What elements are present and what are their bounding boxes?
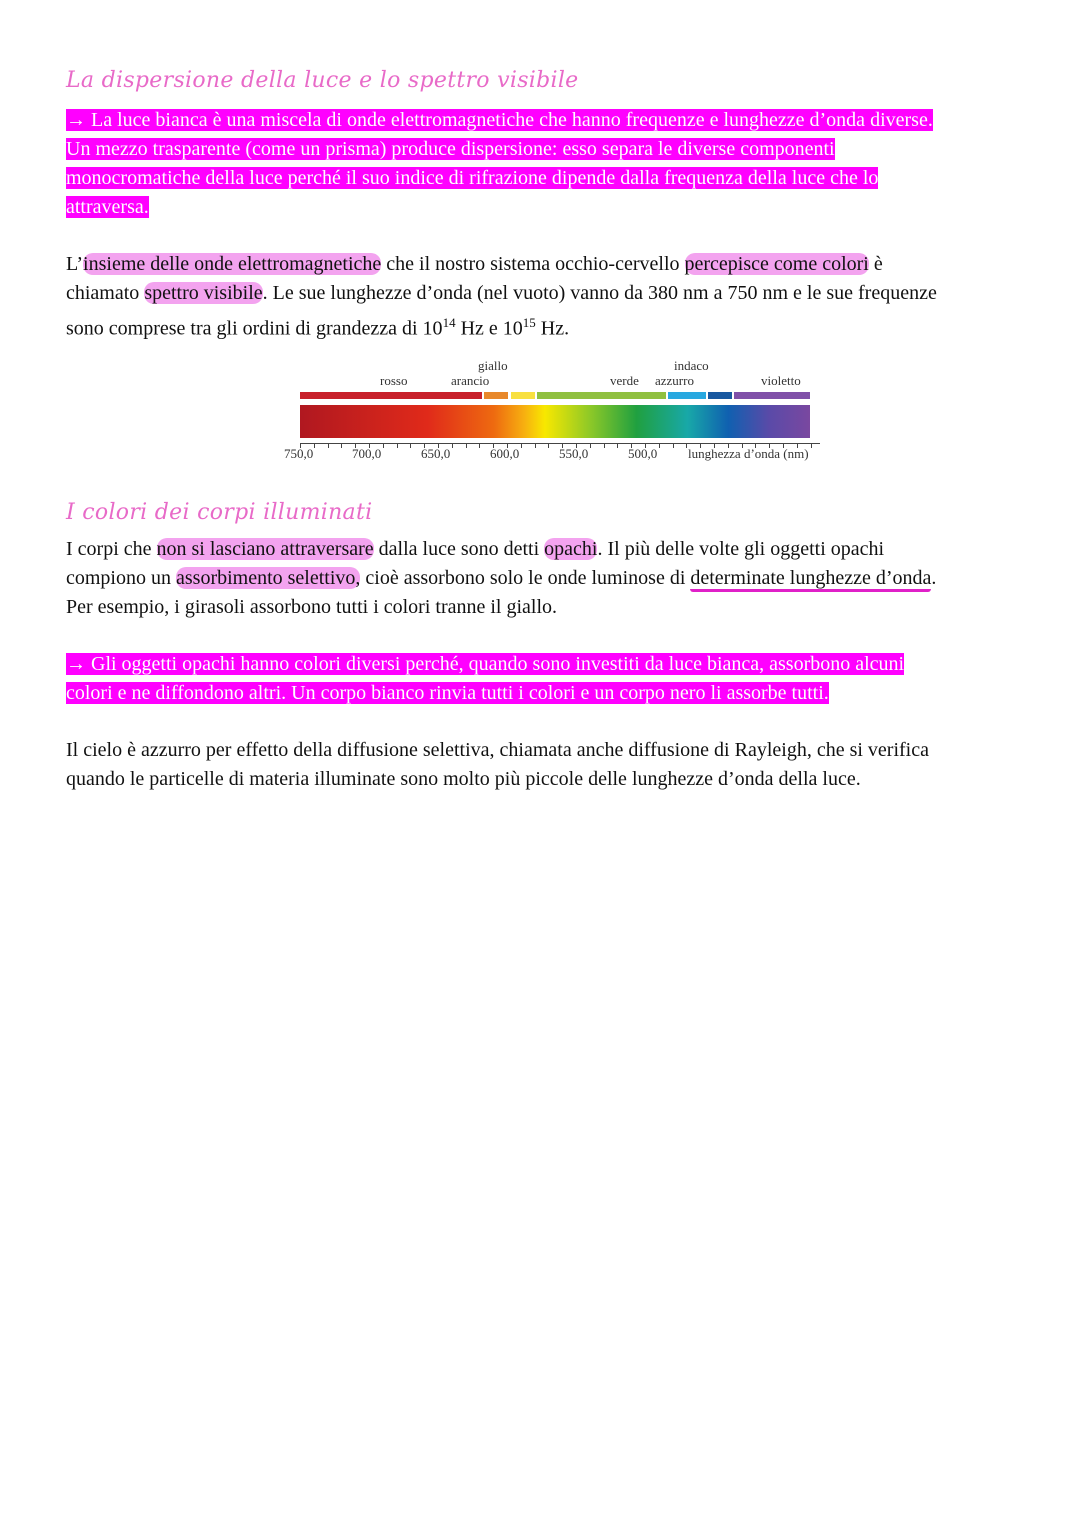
text-span: è: [868, 253, 883, 275]
text-span: dalla luce sono detti: [373, 538, 545, 560]
highlighted-text: → La luce bianca è una miscela di onde elettromagnetiche che hanno frequenze e lunghezze d’onda diverse.: [66, 109, 933, 131]
axis-tick: [410, 443, 411, 448]
text-span: .: [931, 567, 937, 589]
axis-tick: [383, 443, 384, 448]
tick-label: 500,0: [628, 446, 658, 461]
text-span: Hz.: [535, 317, 570, 340]
text-line: [66, 765, 929, 794]
text-line: [66, 564, 936, 593]
spectrum-gradient: [300, 405, 810, 438]
text-line: [66, 650, 904, 679]
text-span: Il cielo è azzurro per effetto della diffusione selettiva, chiamata anche diffusione di Rayleigh, che si verifica: [66, 739, 929, 761]
section-heading: I colori dei corpi illuminati: [66, 500, 373, 525]
text-line: [66, 106, 933, 135]
highlighted-text: monocromatiche della luce perché il suo indice di rifrazione dipende dalla frequenza della luce che lo: [66, 167, 879, 189]
band-verde: [537, 392, 666, 399]
axis-tick: [452, 443, 453, 448]
text-span: che il nostro sistema occhio-cervello: [381, 253, 685, 275]
text-line: [66, 135, 933, 164]
text-span: . Il più delle volte gli oggetti opachi: [597, 538, 885, 560]
axis-tick: [548, 443, 549, 448]
label-arancio: arancio: [451, 373, 490, 388]
tick-label: 550,0: [559, 446, 589, 461]
axis-tick: [673, 443, 674, 448]
tick-label: 650,0: [421, 446, 451, 461]
paragraph: [66, 106, 933, 222]
section-heading: La dispersione della luce e lo spettro visibile: [66, 68, 579, 93]
text-line: [66, 164, 933, 193]
text-span: sono comprese tra gli ordini di grandezza di 10: [66, 317, 443, 340]
visible-spectrum-figure: [280, 355, 830, 465]
axis-tick: [535, 443, 536, 448]
band-rosso: [300, 392, 482, 399]
text-span: chiamato: [66, 282, 145, 304]
axis-tick: [466, 443, 467, 448]
text-line: [66, 535, 936, 564]
band-azzurro: [668, 392, 706, 399]
label-giallo: giallo: [478, 358, 508, 373]
axis-tick: [479, 443, 480, 448]
highlighted-text: colori e ne diffondono altri. Un corpo bianco rinvia tutti i colori e un corpo nero li assorbe tutti.: [66, 682, 829, 704]
text-span: quando le particelle di materia illuminate sono molto più piccole delle lunghezze d’onda della luce.: [66, 768, 861, 790]
axis-tick: [604, 443, 605, 448]
highlighted-term: insieme delle onde elettromagnetiche: [83, 253, 382, 275]
text-line: [66, 593, 936, 622]
text-span: . Le sue lunghezze d’onda (nel vuoto) vanno da 380 nm a 750 nm e le sue frequenze: [262, 282, 937, 304]
label-violetto: violetto: [761, 373, 801, 388]
text-span: Hz e 10: [455, 317, 523, 340]
underlined-text: determinate lunghezze d’onda: [690, 567, 931, 592]
paragraph: [66, 535, 936, 622]
text-span: Per esempio, i girasoli assorbono tutti i colori tranne il giallo.: [66, 596, 558, 618]
highlighted-term: spettro visibile: [144, 282, 263, 304]
band-giallo: [511, 392, 535, 399]
text-line: [66, 736, 929, 765]
axis-tick: [811, 443, 812, 448]
tick-label: 600,0: [490, 446, 520, 461]
text-line: [66, 250, 937, 279]
text-span: 15: [522, 315, 536, 330]
label-rosso: rosso: [380, 373, 408, 388]
paragraph: [66, 650, 904, 708]
highlighted-text: attraversa.: [66, 196, 149, 218]
band-indaco: [708, 392, 732, 399]
text-span: I corpi che: [66, 538, 157, 560]
paragraph: [66, 250, 937, 340]
axis-tick: [314, 443, 315, 448]
tick-label: 750,0: [284, 446, 314, 461]
text-span: compiono un: [66, 567, 176, 589]
text-span: 14: [442, 315, 456, 330]
axis-tick: [521, 443, 522, 448]
highlighted-term: percepisce come colori: [684, 253, 869, 275]
axis-tick: [617, 443, 618, 448]
text-line: [66, 679, 904, 708]
axis-tick: [341, 443, 342, 448]
axis-tick: [328, 443, 329, 448]
highlighted-term: assorbimento selettivo,: [176, 567, 361, 589]
text-line: [66, 193, 933, 222]
axis-tick: [659, 443, 660, 448]
text-span: cioè assorbono solo le onde luminose di: [360, 567, 691, 589]
band-violetto: [734, 392, 810, 399]
tick-label: 700,0: [352, 446, 382, 461]
text-line: [66, 308, 937, 340]
highlighted-term: non si lasciano attraversare: [156, 538, 374, 560]
label-indaco: indaco: [674, 358, 709, 373]
highlighted-text: → Gli oggetti opachi hanno colori diversi perché, quando sono investiti da luce bianca, assorbono alcuni: [66, 653, 905, 675]
highlighted-text: Un mezzo trasparente (come un prisma) produce dispersione: esso separa le diverse componenti: [66, 138, 835, 160]
paragraph: [66, 736, 929, 794]
text-span: L’: [66, 253, 84, 275]
band-arancio: [484, 392, 508, 399]
text-line: [66, 279, 937, 308]
label-azzurro: azzurro: [655, 373, 694, 388]
axis-label: lunghezza d’onda (nm): [688, 446, 809, 461]
axis-tick: [397, 443, 398, 448]
axis-tick: [590, 443, 591, 448]
highlighted-term: opachi: [544, 538, 598, 560]
label-verde: verde: [610, 373, 639, 388]
